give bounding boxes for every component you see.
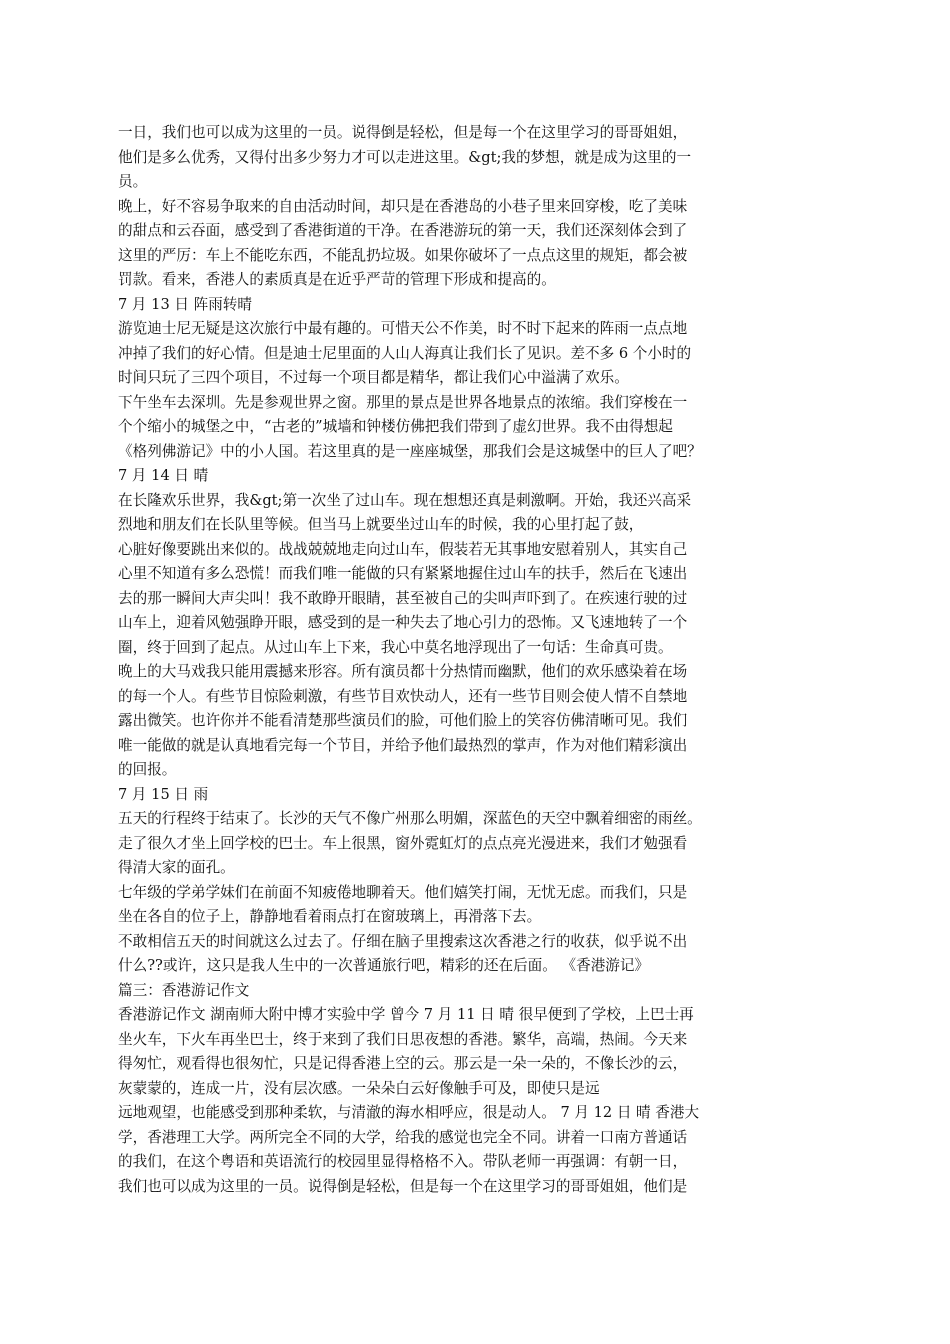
text-line: 烈地和朋友们在长队里等候。但当马上就要坐过山车的时候，我的心里打起了鼓，: [118, 516, 644, 533]
text-line: 罚款。看来，香港人的素质真是在近乎严苛的管理下形成和提高的。: [118, 271, 556, 288]
text-line: 时间只玩了三四个项目，不过每一个项目都是精华，都让我们心中溢满了欢乐。: [118, 369, 629, 386]
document-body: [118, 121, 818, 1199]
text-line: 的我们，在这个粤语和英语流行的校园里显得格格不入。带队老师一再强调：有朝一日，: [118, 1153, 688, 1170]
section-heading: 篇三：香港游记作文: [118, 981, 250, 999]
text-line: 的甜点和云吞面，感受到了香港街道的干净。在香港游玩的第一天，我们还深刻体会到了: [118, 222, 688, 239]
text-line: 唯一能做的就是认真地看完每一个节目，并给予他们最热烈的掌声，作为对他们精彩演出: [118, 736, 688, 754]
text-line: 晚上的大马戏我只能用震撼来形容。所有演员都十分热情而幽默，他们的欢乐感染着在场: [118, 663, 688, 680]
text-line: 坐在各自的位子上，静静地看着雨点打在窗玻璃上，再滑落下去。: [118, 908, 542, 925]
text-line: 七年级的学弟学妹们在前面不知疲倦地聊着天。他们嬉笑打闹，无忧无虑。而我们，只是: [118, 883, 688, 901]
text-line: 圈，终于回到了起点。从过山车上下来，我心中莫名地浮现出了一句话：生命真可贵。: [118, 638, 673, 656]
text-line: 冲掉了我们的好心情。但是迪士尼里面的人山人海真让我们长了见识。差不多 6 个小时的: [118, 344, 692, 362]
text-line: 得匆忙，观看得也很匆忙，只是记得香港上空的云。那云是一朵一朵的，不像长沙的云，: [118, 1055, 688, 1072]
date-heading: 7 月 15 日 雨: [118, 785, 209, 803]
text-line: 得清大家的面孔。: [118, 859, 235, 876]
text-line: 香港游记作文 湖南师大附中博才实验中学 曾今 7 月 11 日 晴 很早便到了学校，上巴士再: [118, 1006, 694, 1023]
text-line: 游览迪士尼无疑是这次旅行中最有趣的。可惜天公不作美，时不时下起来的阵雨一点点地: [118, 320, 688, 337]
text-line: 远地观望，也能感受到那种柔软，与清澈的海水相呼应，很是动人。 7 月 12 日 晴 香港大: [118, 1104, 700, 1121]
text-line: 心里不知道有多么恐慌！而我们唯一能做的只有紧紧地握住过山车的扶手，然后在飞速出: [118, 565, 688, 582]
text-line: 《格列佛游记》中的小人国。若这里真的是一座座城堡，那我们会是这城堡中的巨人了吧？: [118, 442, 702, 460]
text-line: 山车上，迎着风勉强睁开眼，感受到的是一种失去了地心引力的恐怖。又飞速地转了一个: [118, 614, 688, 631]
text-line: 的回报。: [118, 761, 177, 778]
text-line: 去的那一瞬间大声尖叫！我不敢睁开眼睛，甚至被自己的尖叫声吓到了。在疾速行驶的过: [118, 589, 688, 607]
text-line: 露出微笑。也许你并不能看清楚那些演员们的脸，可他们脸上的笑容仿佛清晰可见。我们: [118, 712, 688, 729]
text-line: 不敢相信五天的时间就这么过去了。仔细在脑子里搜索这次香港之行的收获，似乎说不出: [118, 932, 688, 950]
date-heading: 7 月 13 日 阵雨转晴: [118, 295, 252, 313]
text-line: 这里的严厉：车上不能吃东西，不能乱扔垃圾。如果你破坏了一点点这里的规矩，都会被: [118, 246, 688, 264]
date-heading: 7 月 14 日 晴: [118, 467, 209, 484]
text-line: 学，香港理工大学。两所完全不同的大学，给我的感觉也完全不同。讲着一口南方普通话: [118, 1128, 688, 1146]
text-line: 我们也可以成为这里的一员。说得倒是轻松，但是每一个在这里学习的哥哥姐姐，他们是: [118, 1177, 688, 1195]
text-line: 走了很久才坐上回学校的巴士。车上很黑，窗外霓虹灯的点点亮光漫进来，我们才勉强看: [118, 834, 688, 852]
text-line: 在长隆欢乐世界，我&gt;第一次坐了过山车。现在想想还真是刺激啊。开始，我还兴高采: [118, 491, 692, 509]
text-line: 的每一个人。有些节目惊险刺激，有些节目欢快动人，还有一些节目则会使人情不自禁地: [118, 687, 688, 705]
text-line: 员。: [118, 173, 148, 190]
text-line: 什么??或许，这只是我人生中的一次普通旅行吧，精彩的还在后面。 《香港游记》: [118, 957, 650, 974]
text-line: 坐火车，下火车再坐巴士，终于来到了我们日思夜想的香港。繁华，高端，热闹。今天来: [118, 1030, 688, 1048]
text-line: 他们是多么优秀，又得付出多少努力才可以走进这里。&gt;我的梦想，就是成为这里的一: [118, 148, 692, 166]
text-line: 灰蒙蒙的，连成一片，没有层次感。一朵朵白云好像触手可及，即使只是远: [118, 1079, 600, 1097]
text-line: 一日，我们也可以成为这里的一员。说得倒是轻松，但是每一个在这里学习的哥哥姐姐，: [118, 124, 688, 141]
text-line: 下午坐车去深圳。先是参观世界之窗。那里的景点是世界各地景点的浓缩。我们穿梭在一: [118, 393, 688, 411]
text-line: 个个缩小的城堡之中，“古老的”城墙和钟楼仿佛把我们带到了虚幻世界。我不由得想起: [118, 418, 673, 435]
text-line: 心脏好像要跳出来似的。战战兢兢地走向过山车，假装若无其事地安慰着别人，其实自己: [118, 540, 688, 558]
text-line: 五天的行程终于结束了。长沙的天气不像广州那么明媚，深蓝色的天空中飘着细密的雨丝。: [118, 810, 702, 827]
text-line: 晚上，好不容易争取来的自由活动时间，却只是在香港岛的小巷子里来回穿梭，吃了美味: [118, 197, 688, 215]
